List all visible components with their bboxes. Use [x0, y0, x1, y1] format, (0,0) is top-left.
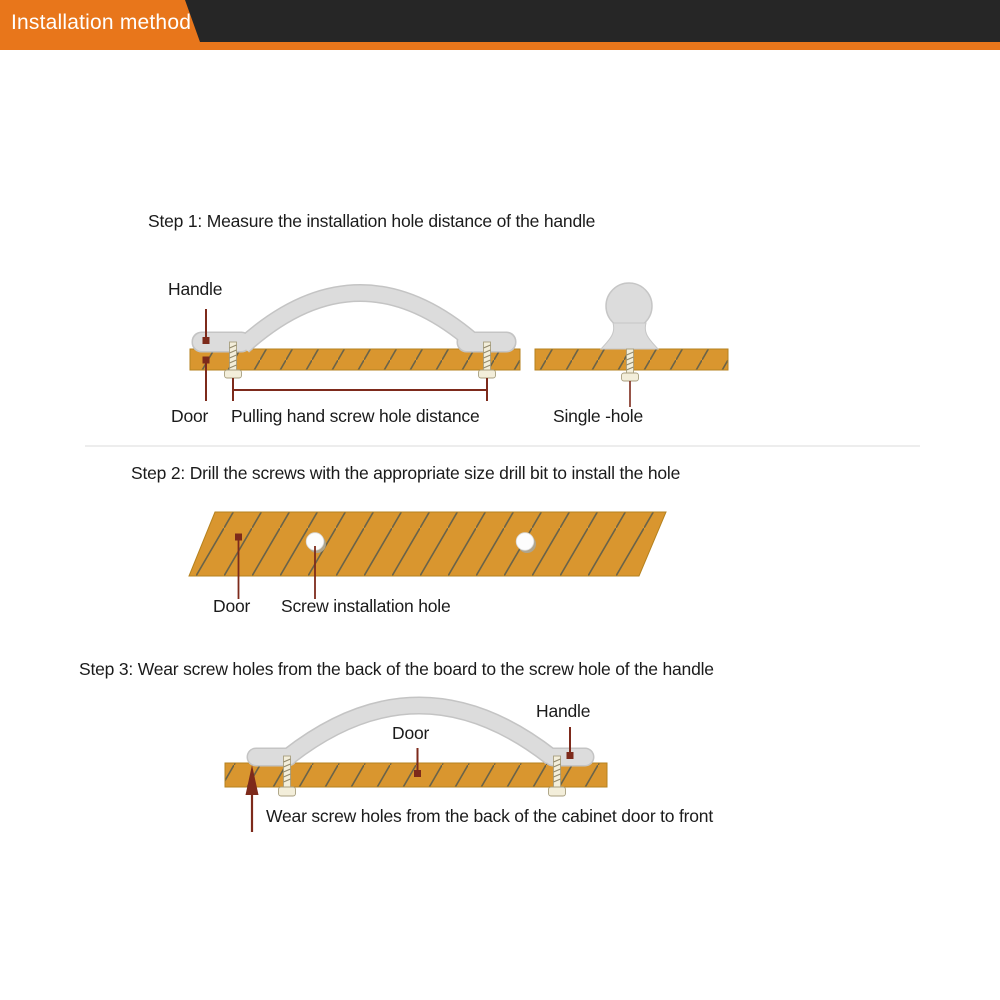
step2-door-label: Door — [213, 596, 251, 616]
door-pointer — [203, 357, 210, 402]
handle-pointer — [203, 309, 210, 344]
step1-handle-label: Handle — [168, 279, 223, 299]
step2-diagram — [180, 505, 690, 605]
step3-heading: Step 3: Wear screw holes from the back of the board to the screw hole of the handle — [79, 659, 714, 679]
page-title: Installation method — [11, 11, 192, 34]
step3-note-label: Wear screw holes from the back of the cabinet door to front — [266, 806, 713, 826]
step1-diagram — [150, 255, 762, 410]
step1-single-hole-label: Single -hole — [553, 406, 644, 426]
door-board-flat — [189, 512, 666, 576]
step1-door-label: Door — [171, 406, 209, 426]
dimension-line — [233, 378, 487, 401]
step1-heading: Step 1: Measure the installation hole distance of the handle — [148, 211, 596, 231]
step3-handle-label: Handle — [536, 701, 591, 721]
step1-distance-label: Pulling hand screw hole distance — [231, 406, 480, 426]
handle-pointer — [567, 727, 574, 759]
section-divider — [85, 445, 920, 447]
step2-screw-hole-label: Screw installation hole — [281, 596, 451, 616]
step2-heading: Step 2: Drill the screws with the appropriate size drill bit to install the hole — [131, 463, 681, 483]
knob — [601, 283, 658, 349]
handle-pull — [192, 293, 517, 353]
step3-door-label: Door — [392, 723, 430, 743]
